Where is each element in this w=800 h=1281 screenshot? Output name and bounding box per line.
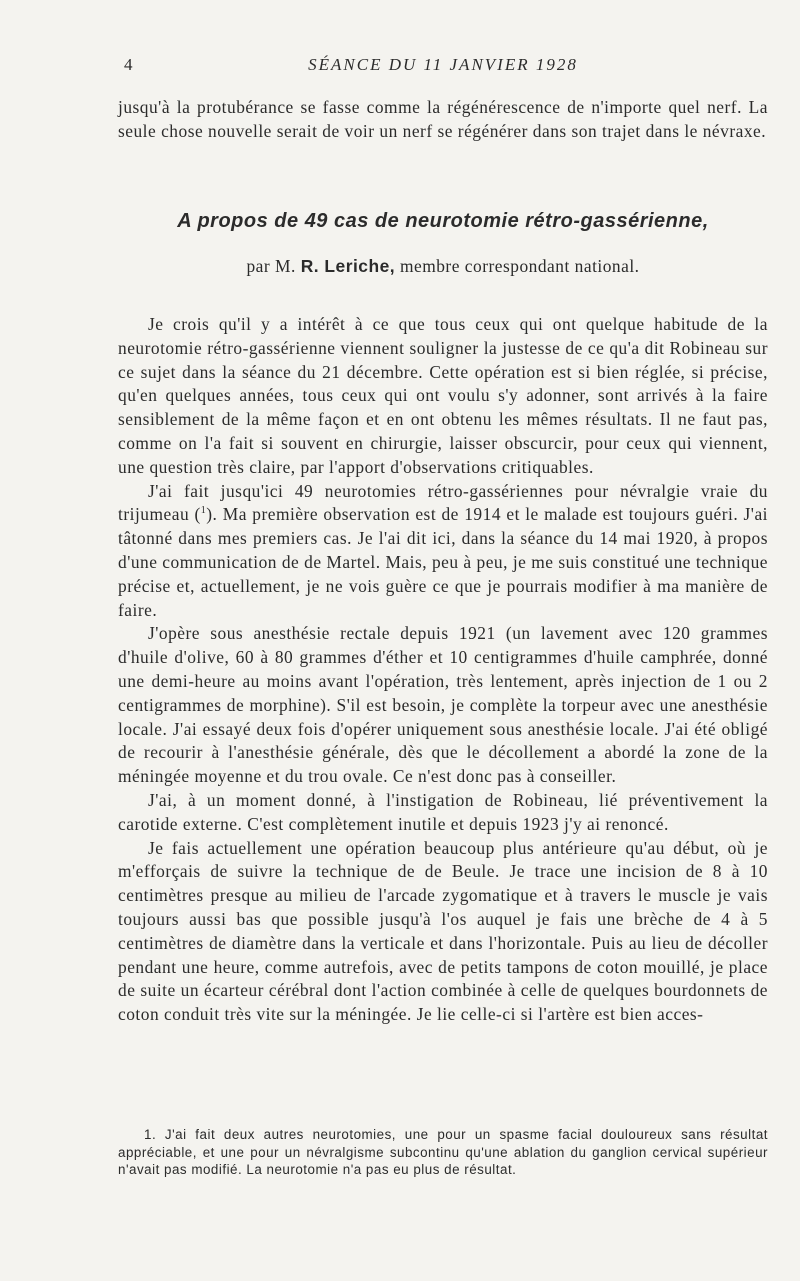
- page-number: 4: [124, 55, 133, 74]
- paragraph-5: Je fais actuellement une opération beaucoup plus antérieure qu'au début, où je m'efforçais de suivre la technique de de Beule. Je trace une incision de 8 à 10 centimètres presque au milieu de l'arcade zygomatique et à travers le muscle je vais toujours aussi bas que possible jusqu'à l'os auquel je fais une brèche de 4 à 5 centimètres de diamètre dans la verticale et dans l'horizontale. Puis au lieu de décoller pendant une heure, comme autrefois, avec de petits tampons de coton mouillé, je place de suite un écarteur cérébral dont l'action combinée à celle de quelques bourdonnets de coton conduit très vite sur la méningée. Je lie celle-ci si l'artère est bien acces-: [118, 837, 768, 1025]
- paragraph-2: [118, 480, 768, 623]
- paragraph-4: J'ai, à un moment donné, à l'instigation de Robineau, lié préventivement la carotide externe. C'est complètement inutile et depuis 1923 j'y ai renoncé.: [118, 789, 768, 834]
- article-title: A propos de 49 cas de neurotomie rétro-gassérienne,: [177, 210, 709, 232]
- byline-suffix: membre correspondant national.: [399, 256, 640, 276]
- author-name: R. Leriche,: [300, 256, 396, 276]
- running-title: SÉANCE DU 11 JANVIER 1928: [308, 55, 578, 74]
- intro-paragraph: [118, 96, 768, 144]
- paragraph-2-end: ). Ma première observation est de 1914 et le malade est toujours guéri. J'ai tâtonné dans mes premiers cas. Je l'ai dit ici, dans la séance du 14 mai 1920, à propos d'une communication de de Martel. Mais, peu à peu, je me suis constitué une technique précise et, actuellement, je ne vois guère ce que je pourrais modifier à ma manière de faire.: [118, 504, 768, 620]
- article-body: [118, 313, 768, 1027]
- paragraph-2-start: J'ai fait jusqu'ici 49 neurotomies rétro-gassériennes pour névralgie vraie du trijumeau (: [118, 480, 768, 525]
- running-header: [118, 55, 768, 79]
- paragraph-1: Je crois qu'il y a intérêt à ce que tous ceux qui ont quelque habitude de la neurotomie rétro-gassérienne viennent souligner la justesse de ce qu'a dit Robineau sur ce sujet dans la séance du 21 décembre. Cette opération est si bien réglée, si précise, qu'en quelques années, tous ceux qui ont voulu s'y adonner, sont arrivés à la faire sensiblement de la même façon et en ont obtenu les mêmes résultats. Il ne faut pas, comme on l'a fait si souvent en chirurgie, laisser obscurcir, pour ceux qui viennent, une question très claire, par l'apport d'observations critiquables.: [118, 314, 768, 477]
- footnote-ref: 1: [200, 505, 207, 517]
- footnote: 1. J'ai fait deux autres neurotomies, une pour un spasme facial douloureux sans résultat appréciable, et une pour un névralgisme subcontinu qu'une ablation du ganglion cervical supérieur n'avait pas modifié. La neurotomie n'a pas eu plus de résultat.: [118, 1127, 768, 1177]
- paragraph-3: J'opère sous anesthésie rectale depuis 1921 (un lavement avec 120 grammes d'huile d'olive, 60 à 80 grammes d'éther et 10 centigrammes d'huile camphrée, donné une demi-heure au moins avant l'opération, très lentement, après injection de 1 ou 2 centigrammes de morphine). S'il est besoin, je complète la torpeur avec une anesthésie locale. J'ai essayé deux fois d'opérer uniquement sous anesthésie locale. J'ai été obligé de recourir à l'anesthésie générale, dès que le décollement a abordé la zone de la méningée moyenne et du trou ovale. Ce n'est donc pas à conseiller.: [118, 623, 768, 787]
- byline-prefix: par M.: [246, 256, 296, 276]
- byline: [118, 256, 768, 277]
- intro-text: jusqu'à la protubérance se fasse comme la régénérescence de n'importe quel nerf. La seule chose nouvelle serait de voir un nerf se régénérer dans son trajet dans le névraxe.: [118, 97, 768, 141]
